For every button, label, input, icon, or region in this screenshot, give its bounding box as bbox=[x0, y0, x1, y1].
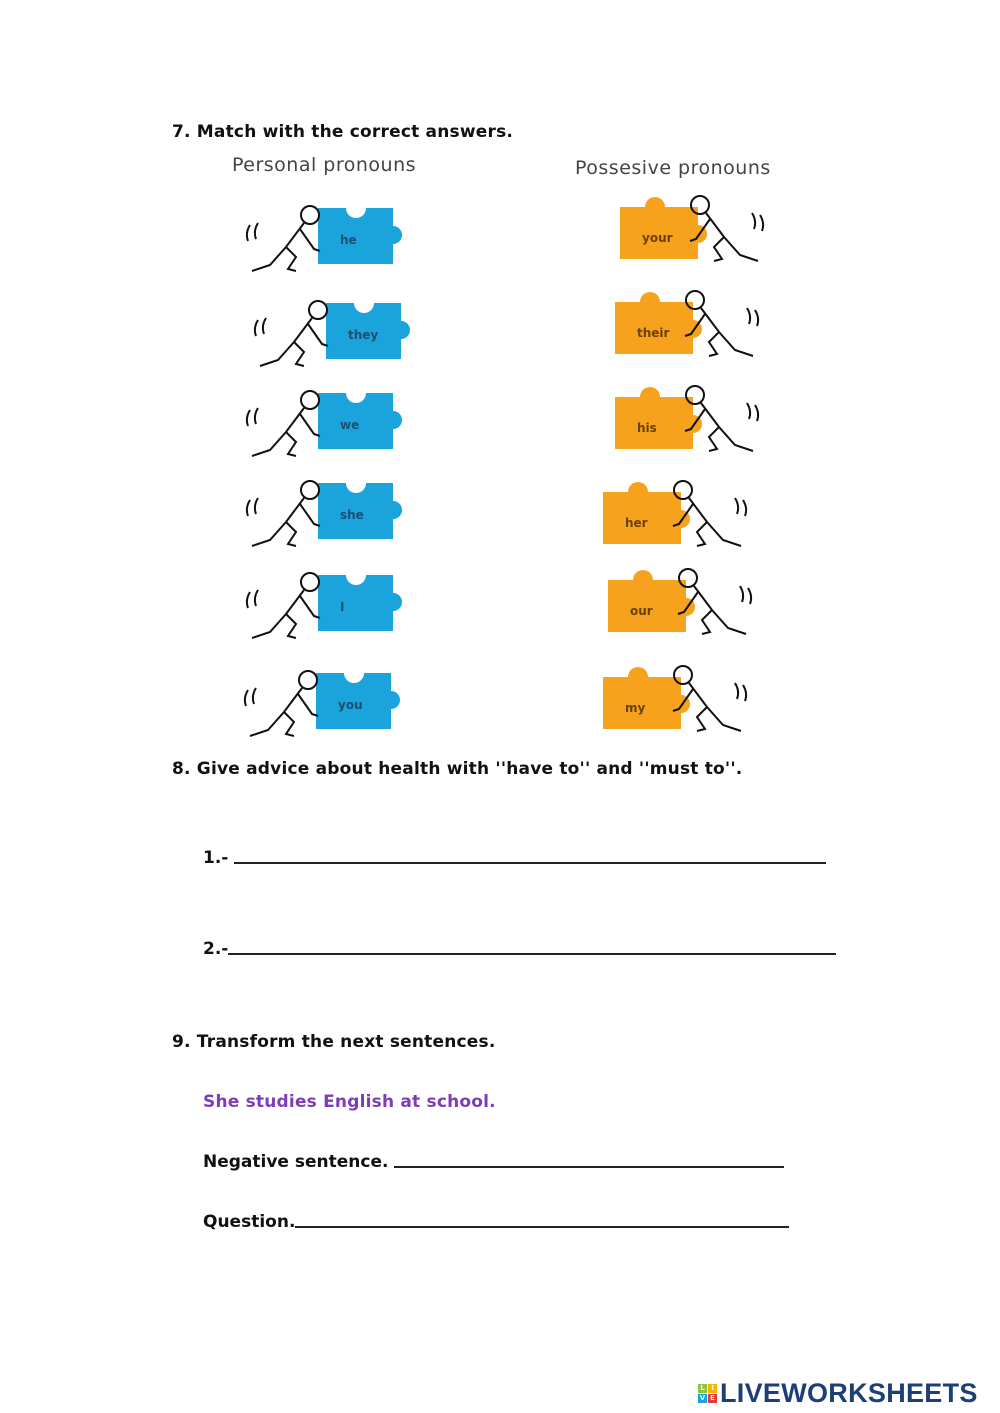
stick-figure-icon bbox=[247, 391, 320, 456]
answer-line-1-label: 1.- bbox=[203, 848, 229, 868]
negative-input[interactable] bbox=[394, 1166, 784, 1168]
answer-line-1 bbox=[203, 848, 826, 868]
stick-figure-icon bbox=[245, 671, 318, 736]
question-9-title: 9. Transform the next sentences. bbox=[172, 1032, 496, 1052]
possessive-pronoun-label: his bbox=[637, 421, 657, 435]
possessive-pronoun-label: my bbox=[625, 701, 646, 715]
puzzle-piece-shape bbox=[318, 208, 402, 264]
puzzle-piece-shape bbox=[603, 667, 690, 729]
question-row bbox=[203, 1212, 789, 1232]
stick-figure-icon bbox=[247, 481, 320, 546]
answer-input-1[interactable] bbox=[234, 862, 826, 864]
liveworksheets-logo bbox=[698, 1378, 978, 1409]
personal-pronoun-piece[interactable] bbox=[240, 205, 420, 280]
puzzle-piece-shape bbox=[620, 197, 707, 259]
personal-pronoun-piece[interactable] bbox=[240, 572, 420, 647]
answer-line-2-label: 2.- bbox=[203, 939, 229, 959]
puzzle-piece-shape bbox=[318, 575, 402, 631]
personal-pronoun-piece[interactable] bbox=[248, 300, 428, 375]
possessive-pronoun-label: our bbox=[630, 604, 653, 618]
possessive-pronoun-label: her bbox=[625, 516, 648, 530]
answer-input-2[interactable] bbox=[228, 953, 836, 955]
logo-letter: I bbox=[708, 1384, 717, 1393]
logo-letter: L bbox=[698, 1384, 707, 1393]
puzzle-piece-shape bbox=[615, 292, 702, 354]
puzzle-piece-shape bbox=[318, 393, 402, 449]
possessive-pronoun-label: your bbox=[642, 231, 673, 245]
stick-figure-icon bbox=[255, 301, 328, 366]
source-sentence: She studies English at school. bbox=[203, 1092, 496, 1112]
logo-text: LIVEWORKSHEETS bbox=[720, 1378, 978, 1408]
puzzle-piece-shape bbox=[608, 570, 695, 632]
possessive-pronoun-label: their bbox=[637, 326, 670, 340]
stick-figure-icon bbox=[247, 206, 320, 271]
personal-pronoun-piece[interactable] bbox=[238, 670, 418, 745]
logo-icon bbox=[698, 1384, 717, 1403]
negative-label: Negative sentence. bbox=[203, 1152, 389, 1172]
logo-letter: V bbox=[699, 1394, 706, 1402]
personal-pronoun-label: I bbox=[340, 600, 345, 614]
question-input[interactable] bbox=[295, 1226, 789, 1228]
logo-letter: E bbox=[708, 1394, 717, 1403]
question-label: Question. bbox=[203, 1212, 296, 1232]
question-8-title: 8. Give advice about health with ''have to'' and ''must to''. bbox=[172, 759, 743, 779]
personal-pronoun-label: she bbox=[340, 508, 364, 522]
answer-line-2 bbox=[203, 939, 836, 959]
puzzle-piece-shape bbox=[615, 387, 702, 449]
possessive-pronouns-header: Possesive pronouns bbox=[575, 157, 771, 179]
personal-pronouns-header: Personal pronouns bbox=[232, 154, 417, 176]
stick-figure-icon bbox=[247, 573, 320, 638]
personal-pronoun-label: they bbox=[348, 328, 379, 342]
personal-pronoun-piece[interactable] bbox=[240, 390, 420, 465]
personal-pronoun-label: he bbox=[340, 233, 357, 247]
puzzle-piece-shape bbox=[603, 482, 690, 544]
personal-pronoun-label: we bbox=[340, 418, 360, 432]
personal-pronoun-piece[interactable] bbox=[240, 480, 420, 555]
negative-row bbox=[203, 1152, 784, 1172]
question-7-title: 7. Match with the correct answers. bbox=[172, 122, 514, 142]
personal-pronoun-label: you bbox=[338, 698, 363, 712]
